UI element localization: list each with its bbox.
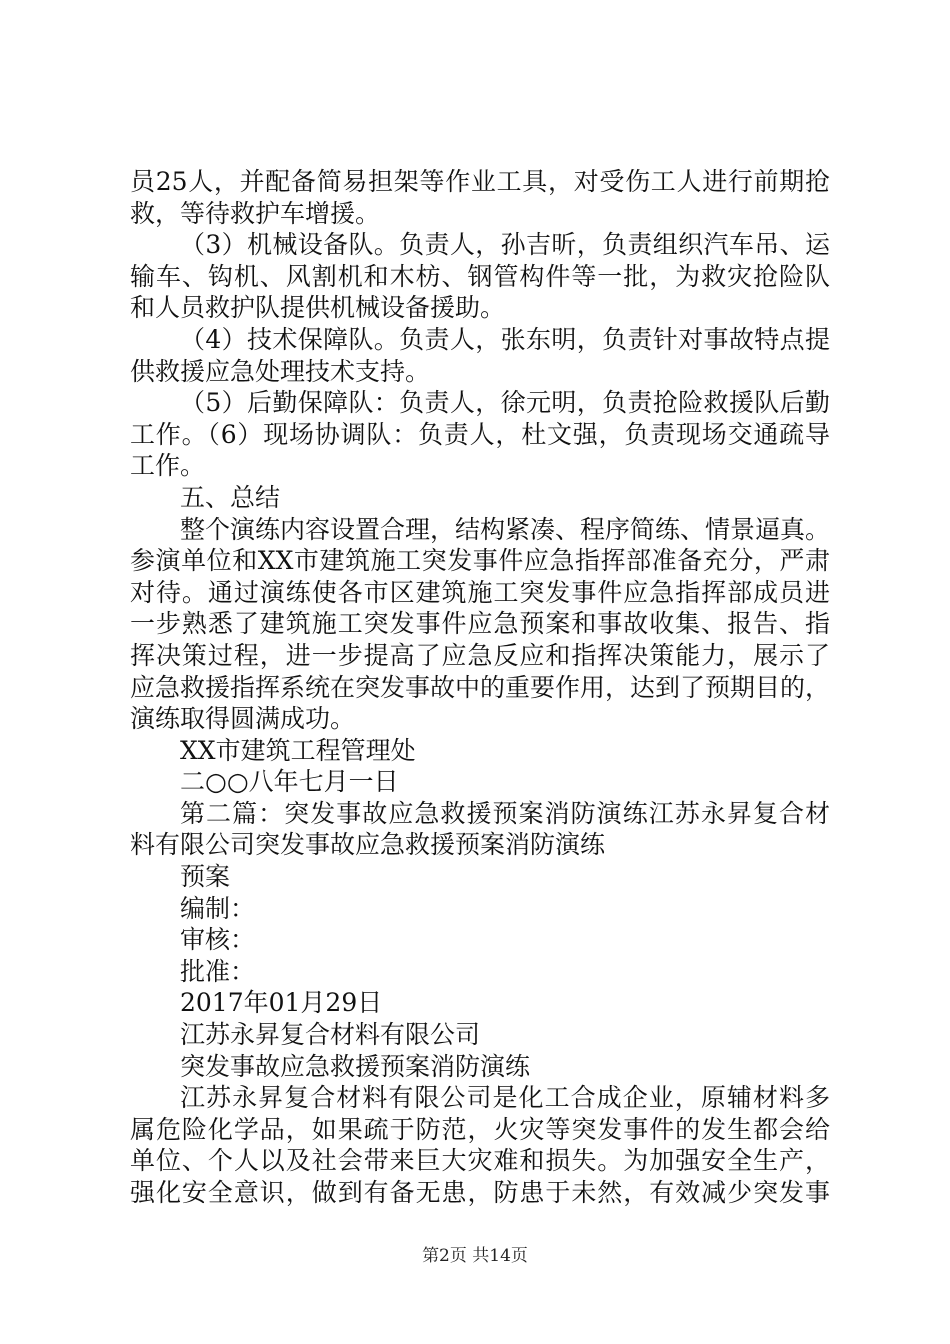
text-line: 单位、个人以及社会带来巨大灾难和损失。为加强安全生产， [130,1146,830,1176]
plan-title: 突发事故应急救援预案消防演练 [180,1051,531,1081]
text-line: 员25人，并配备简易担架等作业工具，对受伤工人进行前期抢 [130,167,830,196]
date-line: 2017年01月29日 [180,988,383,1018]
text-line: 供救援应急处理技术支持。 [130,356,431,386]
text-line: 工作。（6）现场协调队：负责人，杜文强，负责现场交通疏导 [130,419,830,449]
text-line: 批准： [180,956,256,986]
text-line: 审核： [180,925,256,955]
page-number: 第2页 共14页 [422,1246,528,1266]
text-line: 一步熟悉了建筑施工突发事件应急预案和事故收集、报告、指 [130,609,830,639]
text-line: （4）技术保障队。负责人，张东明，负责针对事故特点提 [180,324,830,354]
text-line: 演练取得圆满成功。 [130,704,356,734]
text-line: （5）后勤保障队：负责人，徐元明，负责抢险救援队后勤 [180,388,830,418]
signature-org: XX市建筑工程管理处 [180,735,416,765]
text-line: 预案 [180,862,231,892]
text-line: 江苏永昇复合材料有限公司是化工合成企业，原辅材料多 [180,1083,830,1113]
text-line: 应急救援指挥系统在突发事故中的重要作用，达到了预期目的， [130,672,831,702]
text-line: 和人员救护队提供机械设备援助。 [130,293,506,323]
text-line: 输车、钩机、风割机和木枋、钢管构件等一批，为救灾抢险队 [130,261,830,291]
text-line: 救，等待救护车增援。 [130,198,381,228]
document-body [130,166,830,1209]
page-footer [0,1241,950,1266]
text-line: 挥决策过程，进一步提高了应急反应和指挥决策能力，展示了 [130,640,830,670]
text-line: 编制： [180,893,256,923]
chapter-title: 第二篇：突发事故应急救援预案消防演练江苏永昇复合材 [180,798,830,828]
text-line: 参演单位和XX市建筑施工突发事件应急指挥部准备充分，严肃 [130,546,830,576]
text-line: （3）机械设备队。负责人，孙吉昕，负责组织汽车吊、运 [180,230,830,260]
chapter-title-cont: 料有限公司突发事故应急救援预案消防演练 [130,830,606,860]
signature-date: 二○○八年七月一日 [180,767,399,797]
company-name: 江苏永昇复合材料有限公司 [180,1020,481,1050]
text-line: 整个演练内容设置合理，结构紧凑、程序简练、情景逼真。 [180,514,831,544]
text-line: 强化安全意识，做到有备无患，防患于未然，有效减少突发事 [130,1178,830,1207]
text-line: 属危险化学品，如果疏于防范，火灾等突发事件的发生都会给 [130,1114,830,1144]
text-line: 对待。通过演练使各市区建筑施工突发事件应急指挥部成员进 [130,577,830,607]
text-line: 工作。 [130,451,206,481]
section-heading: 五、总结 [180,482,281,512]
